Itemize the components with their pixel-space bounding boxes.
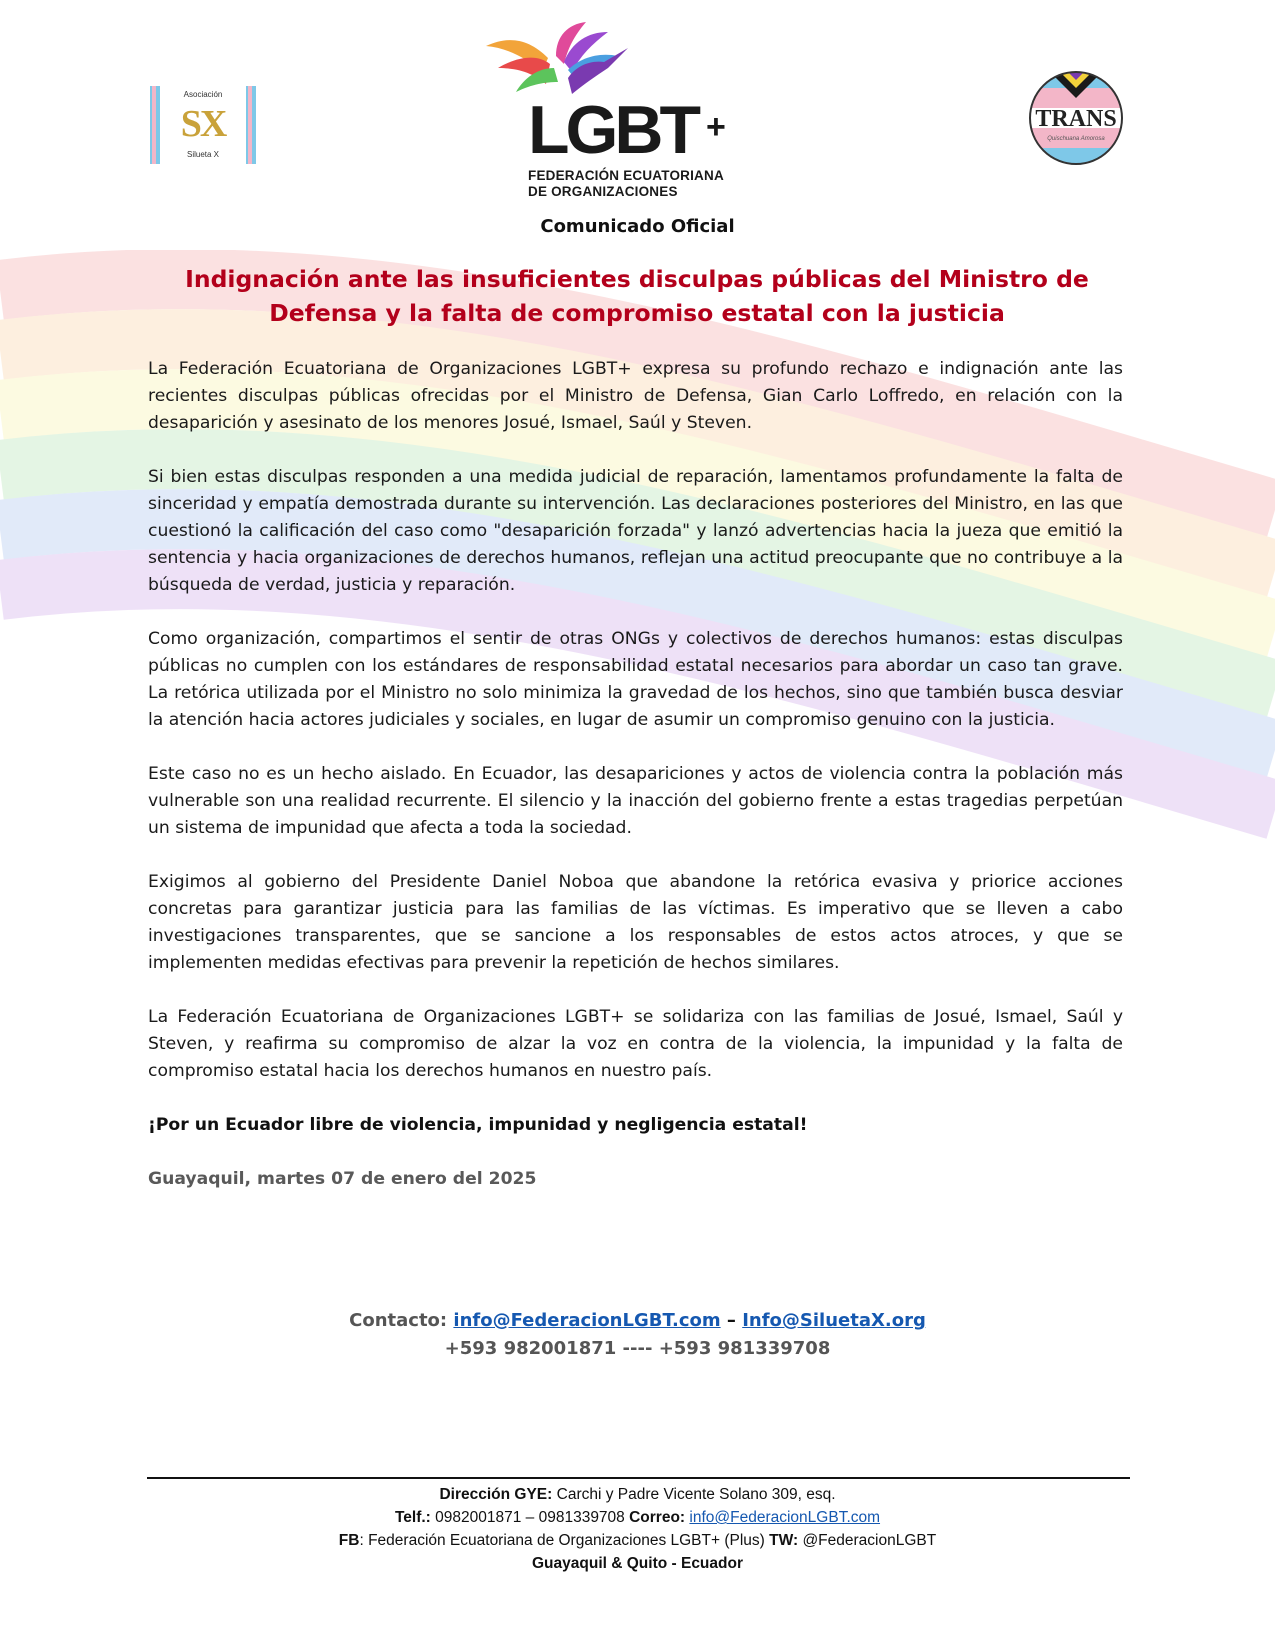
contact-label: Contacto: bbox=[349, 1310, 448, 1331]
logo-plus-text: + bbox=[706, 108, 726, 146]
contact-email-link[interactable]: info@FederacionLGBT.com bbox=[453, 1310, 721, 1331]
footer bbox=[0, 1483, 1275, 1575]
trans-logo bbox=[1026, 68, 1126, 168]
footer-tw-label: TW: bbox=[769, 1532, 799, 1549]
paragraph: La Federación Ecuatoriana de Organizaciones LGBT+ se solidariza con las familias de Josué, Ismael, Saúl y Steven, y reafirma su compromiso de alzar la voz en contra de la violencia, la impunidad y la falta de compromiso estatal hacia los derechos humanos en nuestro país. bbox=[148, 1007, 1123, 1081]
logo-line-1: FEDERACIÓN ECUATORIANA bbox=[528, 168, 724, 183]
footer-divider bbox=[147, 1477, 1130, 1479]
contact-separator: – bbox=[726, 1310, 736, 1331]
paragraph: Como organización, compartimos el sentir de otras ONGs y colectivos de derechos humanos: estas disculpas públicas no cumplen con los estándares de responsabilidad estatal necesarios para abordar un caso tan grave. La retórica utilizada por el Ministro no solo minimiza la gravedad de los hechos, sino que también busca desviar la atención hacia actores judiciales y sociales, en lugar de asumir un compromiso genuino con la justicia. bbox=[148, 629, 1123, 730]
footer-cities bbox=[0, 1552, 1275, 1575]
footer-tel-value: 0982001871 – 0981339708 bbox=[435, 1509, 625, 1526]
footer-tw-value: @FederacionLGBT bbox=[802, 1532, 937, 1549]
silueta-x-logo bbox=[150, 86, 256, 164]
footer-email-link[interactable]: info@FederacionLGBT.com bbox=[689, 1509, 881, 1526]
paragraph: Exigimos al gobierno del Presidente Daniel Noboa que abandone la retórica evasiva y priorice acciones concretas para garantizar justicia para las familias de las víctimas. Es imperativo que se lleven a cabo investigaciones transparentes, que se sancione a los responsables de estos actos atroces, y que se implementen medidas efectivas para prevenir la repetición de hechos similares. bbox=[148, 872, 1123, 973]
footer-address-label: Dirección GYE: bbox=[439, 1486, 553, 1503]
footer-address bbox=[0, 1483, 1275, 1506]
logo-stripe bbox=[248, 86, 252, 164]
footer-contact bbox=[0, 1506, 1275, 1529]
paragraph: Este caso no es un hecho aislado. En Ecuador, las desapariciones y actos de violencia contra la población más vulnerable son una realidad recurrente. El silencio y la inacción del gobierno frente a estas tragedias perpetúan un sistema de impunidad que afecta a toda la sociedad. bbox=[148, 764, 1123, 838]
footer-cities-text: Guayaquil & Quito - Ecuador bbox=[532, 1555, 743, 1572]
document-type-label: Comunicado Oficial bbox=[540, 216, 735, 237]
federacion-lgbt-logo bbox=[468, 18, 748, 200]
contact-phones: +593 982001871 ---- +593 981339708 bbox=[444, 1338, 831, 1359]
footer-social: FB: Federación Ecuatoriana de Organizaciones LGBT+ (Plus) TW: @FederacionLGBT bbox=[338, 1532, 937, 1549]
logo-line-2: DE ORGANIZACIONES bbox=[528, 184, 678, 199]
footer-tel-label: Telf.: bbox=[394, 1509, 431, 1526]
footer-mail-label: Correo: bbox=[629, 1509, 686, 1526]
footer-address-value: Carchi y Padre Vicente Solano 309, esq. bbox=[556, 1486, 836, 1503]
logo-top-text: Asociación bbox=[183, 90, 223, 99]
logo-trans-subtext: Quischuana Amorosa bbox=[1047, 136, 1105, 142]
logo-trans-text: TRANS bbox=[1035, 106, 1117, 132]
logo-lgbt-text: LGBT bbox=[528, 92, 698, 168]
place-date: Guayaquil, martes 07 de enero del 2025 bbox=[148, 1169, 537, 1189]
logo-stripe bbox=[152, 86, 156, 164]
document-body bbox=[148, 356, 1123, 1220]
footer-fb-label: FB bbox=[338, 1532, 360, 1549]
document-title: Indignación ante las insuficientes disculpas públicas del Ministro de Defensa y la falta de compromiso estatal con la justicia bbox=[185, 265, 1089, 327]
logo-big-text: SX bbox=[180, 103, 226, 145]
slogan: ¡Por un Ecuador libre de violencia, impunidad y negligencia estatal! bbox=[148, 1115, 808, 1135]
contact-block bbox=[0, 1307, 1275, 1363]
footer-fb-value: Federación Ecuatoriana de Organizaciones LGBT+ (Plus) bbox=[368, 1532, 765, 1549]
contact-line bbox=[0, 1307, 1275, 1335]
contact-email-link-2[interactable]: Info@SiluetaX.org bbox=[742, 1310, 926, 1331]
paragraph: Si bien estas disculpas responden a una medida judicial de reparación, lamentamos profundamente la falta de sinceridad y empatía demostrada durante su intervención. Las declaraciones posteriores del Ministro, en las que cuestionó la calificación del caso como "desaparición forzada" y lanzó advertencias hacia la jueza que emitió la sentencia y hacia organizaciones de derechos humanos, reflejan una actitud preocupante que no contribuye a la búsqueda de verdad, justicia y reparación. bbox=[148, 467, 1123, 595]
logo-bottom-text: Silueta X bbox=[186, 150, 220, 159]
paragraph: La Federación Ecuatoriana de Organizaciones LGBT+ expresa su profundo rechazo e indignación ante las recientes disculpas públicas ofrecidas por el Ministro de Defensa, Gian Carlo Loffredo, en relación con la desaparición y asesinato de los menores Josué, Ismael, Saúl y Steven. bbox=[148, 359, 1123, 433]
